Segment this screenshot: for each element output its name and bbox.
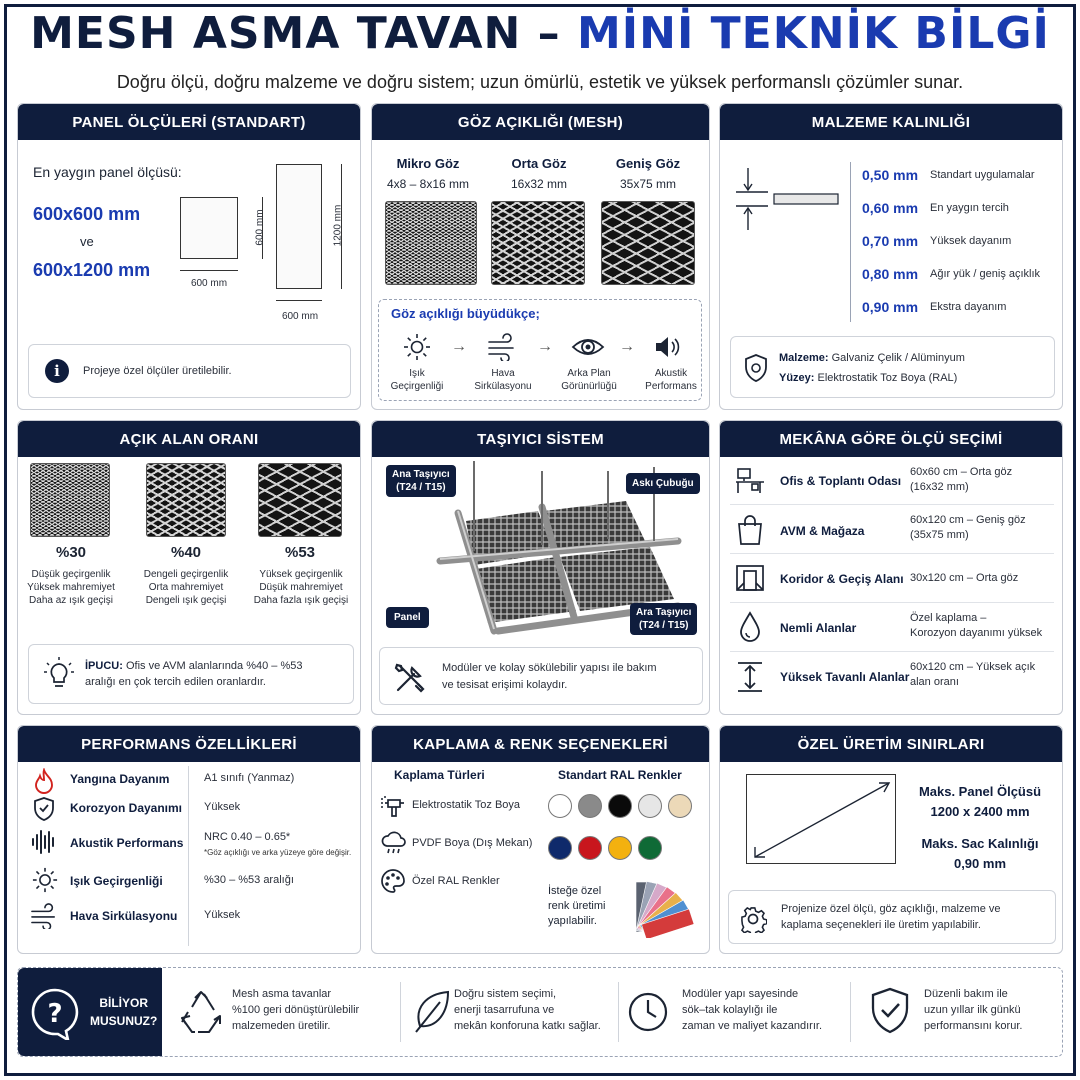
space-name: AVM & Mağaza xyxy=(780,524,865,538)
space-value: 60x120 cm – Geniş göz (35x75 mm) xyxy=(910,514,1026,541)
water-drop-icon xyxy=(738,611,762,643)
space-value: 60x120 cm – Yüksek açık alan oranı xyxy=(910,661,1036,688)
open-area-sample-30 xyxy=(30,463,110,537)
custom-color-note: İsteğe özel renk üretimi yapılabilir. xyxy=(548,885,606,927)
row-divider xyxy=(730,504,1054,505)
open-area-pct: %30 xyxy=(55,544,87,561)
open-area-desc: Düşük geçirgenlik Yüksek mahremiyet Daha az ışık geçişi xyxy=(27,569,115,606)
did-you-know-bar xyxy=(17,967,1063,1057)
desk-icon xyxy=(734,465,766,495)
open-area-sample-53 xyxy=(258,463,342,537)
speaker-icon xyxy=(653,333,683,361)
material-line: Malzeme: Galvaniz Çelik / Alüminyum xyxy=(779,352,965,364)
panel-and: ve xyxy=(80,234,94,249)
thickness-card xyxy=(719,103,1063,410)
fact-text: Düzenli bakım ile uzun yıllar ilk günkü performansını korur. xyxy=(924,988,1023,1032)
dim-1200-h: 1200 mm xyxy=(332,204,344,247)
thickness-desc: En yaygın tercih xyxy=(930,202,1009,214)
mesh-type-size: 4x8 – 8x16 mm xyxy=(386,177,470,191)
max-sheet-label: Maks. Sac Kalınlığı xyxy=(921,836,1039,851)
mesh-type-name: Geniş Göz xyxy=(615,156,681,171)
divider xyxy=(618,982,619,1042)
panel-card xyxy=(17,103,361,410)
info-icon: i xyxy=(45,359,69,383)
perf-name: Korozyon Dayanımı xyxy=(70,801,183,815)
perf-name: Akustik Performans xyxy=(70,836,184,850)
dim-600-w: 600 mm xyxy=(190,278,228,289)
wind-icon xyxy=(487,333,517,361)
coating-types-title: Kaplama Türleri xyxy=(394,768,485,782)
mesh-card xyxy=(371,103,710,410)
label-main-carrier: Ana Taşıyıcı (T24 / T15) xyxy=(386,465,456,497)
effect-label: Akustik Performans xyxy=(645,368,697,392)
thickness-desc: Ekstra dayanım xyxy=(930,301,1007,313)
open-area-card-title: AÇIK ALAN ORANI xyxy=(18,421,360,457)
rain-cloud-icon xyxy=(380,830,408,856)
perf-value: Yüksek xyxy=(204,909,241,921)
label-cross-carrier: Ara Taşıyıcı (T24 / T15) xyxy=(630,603,697,635)
tip-text: İPUCU: Ofis ve AVM alanlarında %40 – %53 aralığı en çok tercih edilen oranlardır. xyxy=(85,660,303,688)
ral-swatches xyxy=(548,794,698,866)
tip-box xyxy=(28,644,354,704)
row-divider xyxy=(730,651,1054,652)
space-card xyxy=(719,420,1063,715)
divider xyxy=(188,766,189,946)
open-area-card xyxy=(17,420,361,715)
thickness-value: 0,80 mm xyxy=(862,266,919,282)
row-divider xyxy=(730,602,1054,603)
mesh-sample-micro xyxy=(385,201,477,285)
tools-icon xyxy=(392,660,428,696)
panel-600-drawing xyxy=(180,197,238,259)
doorway-icon xyxy=(734,563,766,593)
max-sheet-value: 0,90 mm xyxy=(953,856,1007,871)
thickness-desc: Yüksek dayanım xyxy=(930,235,1012,247)
ral-swatch xyxy=(638,794,662,818)
divider xyxy=(400,982,401,1042)
sound-wave-icon xyxy=(30,828,58,856)
carrier-note xyxy=(379,647,703,705)
coating-type-label: PVDF Boya (Dış Mekan) xyxy=(412,837,533,849)
lightbulb-icon xyxy=(43,657,75,691)
fact-text: Mesh asma tavanlar %100 geri dönüştürülebilir malzemeden üretilir. xyxy=(232,988,360,1032)
ral-swatch xyxy=(548,836,572,860)
coating-card xyxy=(371,725,710,954)
open-area-sample-40 xyxy=(146,463,226,537)
thickness-drawing xyxy=(734,164,844,234)
thickness-value: 0,70 mm xyxy=(862,233,919,249)
mesh-effects-title: Göz açıklığı büyüdükçe; xyxy=(391,306,540,321)
space-name: Nemli Alanlar xyxy=(780,621,857,635)
panel-note xyxy=(28,344,351,398)
carrier-note-text: Modüler ve kolay sökülebilir yapısı ile bakım ve tesisat erişimi kolaydır. xyxy=(442,662,657,691)
height-arrow-icon xyxy=(736,661,764,693)
effect-label: Arka Plan Görünürlüğü xyxy=(561,368,617,392)
carrier-card xyxy=(371,420,710,715)
row-divider xyxy=(730,553,1054,554)
title-main: MESH ASMA TAVAN – xyxy=(30,8,561,59)
ral-title: Standart RAL Renkler xyxy=(558,768,682,782)
mesh-sample-medium xyxy=(491,201,585,285)
perf-value: Yüksek xyxy=(204,801,241,813)
color-fan-icon xyxy=(630,876,702,938)
shield-icon xyxy=(743,353,769,383)
limits-note xyxy=(728,890,1056,944)
perf-name: Hava Sirkülasyonu xyxy=(70,909,178,923)
mesh-type-name: Orta Göz xyxy=(511,156,567,171)
space-value: 60x60 cm – Orta göz (16x32 mm) xyxy=(910,466,1013,493)
did-you-know-title: BİLİYOR MUSUNUZ? xyxy=(90,996,158,1028)
dim-line xyxy=(276,300,322,301)
ral-swatch xyxy=(548,794,572,818)
spray-gun-icon xyxy=(380,792,406,818)
space-value: Özel kaplama – Korozyon dayanımı yüksek xyxy=(910,612,1043,639)
shield-check-icon xyxy=(868,986,912,1036)
dim-line xyxy=(180,270,238,271)
perf-value: %30 – %53 aralığı xyxy=(204,874,294,886)
ral-swatch xyxy=(578,794,602,818)
fact-text: Doğru sistem seçimi, enerji tasarrufuna ve mekân konforuna katkı sağlar. xyxy=(454,988,601,1032)
performance-card xyxy=(17,725,361,954)
open-area-desc: Dengeli geçirgenlik Orta mahremiyet Dengeli ışık geçişi xyxy=(143,569,229,606)
label-hanger: Askı Çubuğu xyxy=(626,473,700,494)
arrow-right-icon: → xyxy=(619,338,635,355)
perf-value: NRC 0.40 – 0.65* xyxy=(204,831,291,843)
mesh-card-title: GÖZ AÇIKLIĞI (MESH) xyxy=(372,104,709,140)
open-area-pct: %53 xyxy=(284,544,316,561)
sun-icon xyxy=(403,333,431,361)
open-area-pct: %40 xyxy=(170,544,202,561)
perf-name: Yangına Dayanım xyxy=(70,772,170,786)
fact-text: Modüler yapı sayesinde sök–tak kolaylığı ile zaman ve maliyet kazandırır. xyxy=(682,988,823,1032)
ral-swatch xyxy=(578,836,602,860)
thickness-value: 0,50 mm xyxy=(862,167,919,183)
ral-swatch xyxy=(608,836,632,860)
palette-icon xyxy=(380,868,406,894)
mesh-type-size: 35x75 mm xyxy=(619,177,677,191)
max-panel-drawing xyxy=(746,774,896,864)
arrow-right-icon: → xyxy=(537,338,553,355)
recycle-icon xyxy=(178,990,224,1034)
thickness-desc: Ağır yük / geniş açıklık xyxy=(930,268,1041,280)
max-panel-value: 1200 x 2400 mm xyxy=(930,804,1030,819)
space-card-title: MEKÂNA GÖRE ÖLÇÜ SEÇİMİ xyxy=(720,421,1062,457)
perf-name: Işık Geçirgenliği xyxy=(70,874,163,888)
limits-card xyxy=(719,725,1063,954)
space-name: Ofis & Toplantı Odası xyxy=(780,474,902,488)
shield-icon xyxy=(32,796,56,822)
panel-note-text: Projeye özel ölçüler üretilebilir. xyxy=(83,365,232,377)
shopping-bag-icon xyxy=(736,514,764,546)
arrow-right-icon: → xyxy=(451,338,467,355)
ral-swatch xyxy=(638,836,662,860)
title-accent: MİNİ TEKNİK BİLGİ xyxy=(576,8,1050,59)
thickness-value: 0,60 mm xyxy=(862,200,919,216)
clock-icon xyxy=(626,990,670,1034)
perf-value: A1 sınıfı (Yanmaz) xyxy=(204,772,295,784)
divider xyxy=(850,162,851,322)
mesh-sample-wide xyxy=(601,201,695,285)
dim-600-h: 600 mm xyxy=(254,209,266,246)
surface-line: Yüzey: Elektrostatik Toz Boya (RAL) xyxy=(779,372,958,384)
max-panel-label: Maks. Panel Ölçüsü xyxy=(918,784,1042,799)
panel-size-1200: 600x1200 mm xyxy=(33,260,151,280)
wind-icon xyxy=(30,903,58,929)
space-name: Koridor & Geçiş Alanı xyxy=(780,572,904,586)
panel-card-title: PANEL ÖLÇÜLERİ (STANDART) xyxy=(18,104,360,140)
coating-card-title: KAPLAMA & RENK SEÇENEKLERİ xyxy=(372,726,709,762)
perf-footnote: *Göz açıklığı ve arka yüzeye göre değişir. xyxy=(204,848,352,857)
coating-type-label: Özel RAL Renkler xyxy=(412,875,500,887)
svg-text:?: ? xyxy=(47,999,63,1029)
panel-size-600: 600x600 mm xyxy=(33,204,141,224)
flame-icon xyxy=(32,768,56,794)
page-subtitle: Doğru ölçü, doğru malzeme ve doğru sistem; uzun ömürlü, estetik ve yüksek performanslı çözümler sunar. xyxy=(116,72,964,92)
mesh-type-size: 16x32 mm xyxy=(510,177,568,191)
effect-label: Hava Sirkülasyonu xyxy=(474,368,532,392)
label-panel: Panel xyxy=(386,607,429,628)
open-area-desc: Yüksek geçirgenlik Düşük mahremiyet Daha fazla ışık geçişi xyxy=(253,569,349,606)
page-title xyxy=(0,8,1080,59)
ral-swatch xyxy=(608,794,632,818)
effect-label: Işık Geçirgenliği xyxy=(390,368,444,392)
ral-swatch xyxy=(668,794,692,818)
space-value: 30x120 cm – Orta göz xyxy=(910,572,1019,584)
thickness-card-title: MALZEME KALINLIĞI xyxy=(720,104,1062,140)
leaf-icon xyxy=(412,988,452,1034)
performance-card-title: PERFORMANS ÖZELLİKLERİ xyxy=(18,726,360,762)
sun-icon xyxy=(32,867,58,893)
carrier-card-title: TAŞIYICI SİSTEM xyxy=(372,421,709,457)
mesh-effects-box xyxy=(378,299,702,401)
space-name: Yüksek Tavanlı Alanlar xyxy=(780,670,910,684)
mesh-type-name: Mikro Göz xyxy=(396,156,460,171)
limits-note-text: Projenize özel ölçü, göz açıklığı, malzeme ve kaplama seçenekleri ile üretim yapılabilir. xyxy=(781,903,1001,931)
eye-icon xyxy=(571,333,605,361)
limits-card-title: ÖZEL ÜRETİM SINIRLARI xyxy=(720,726,1062,762)
thickness-value: 0,90 mm xyxy=(862,299,919,315)
did-you-know-badge xyxy=(18,968,162,1056)
coating-type-label: Elektrostatik Toz Boya xyxy=(412,799,521,811)
question-bubble-icon xyxy=(28,986,82,1040)
material-note xyxy=(730,336,1055,398)
panel-1200-drawing xyxy=(276,164,322,289)
gear-icon xyxy=(739,905,767,933)
divider xyxy=(850,982,851,1042)
thickness-desc: Standart uygulamalar xyxy=(930,169,1035,181)
panel-intro: En yaygın panel ölçüsü: xyxy=(33,164,182,180)
dim-1200-w: 600 mm xyxy=(281,311,319,322)
